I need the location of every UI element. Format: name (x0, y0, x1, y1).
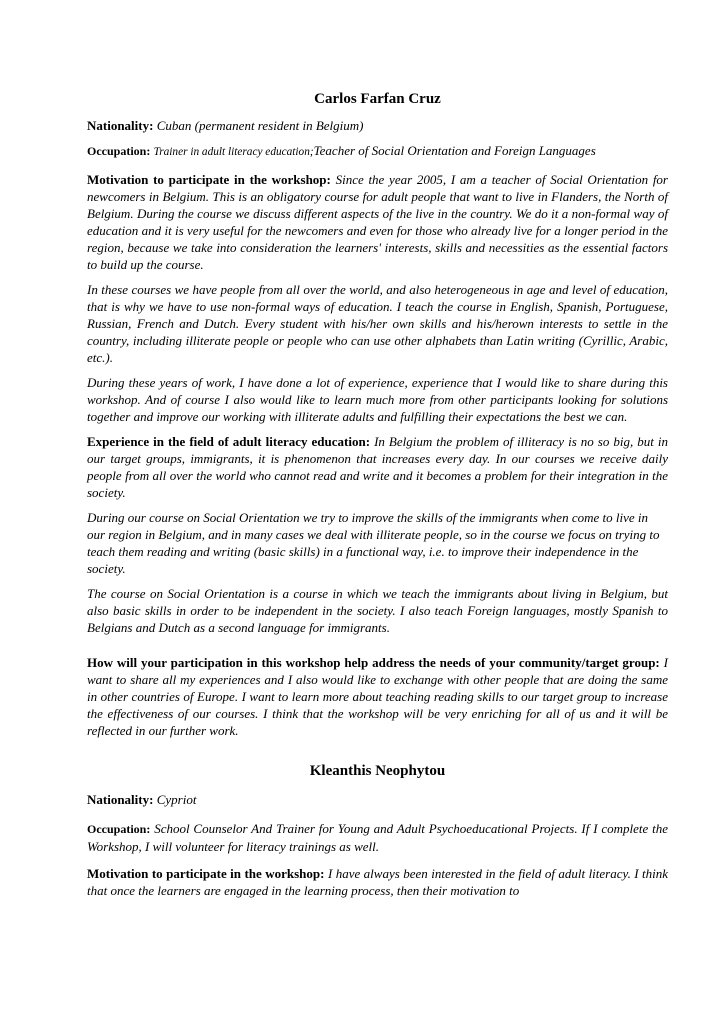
motivation-label: Motivation to participate in the workshop: (87, 172, 331, 187)
person-name: Kleanthis Neophytou (309, 763, 446, 779)
nationality-label: Nationality: (87, 792, 154, 807)
nationality-label: Nationality: (87, 118, 154, 133)
occupation-line (87, 142, 668, 161)
experience-label: Experience in the field of adult literacy education: (87, 434, 371, 449)
occupation-value: Teacher of Social Orientation and Foreign Languages (313, 143, 596, 158)
nationality-value: Cuban (permanent resident in Belgium) (156, 118, 364, 133)
nationality-line (87, 791, 668, 808)
occupation-value: School Counselor And Trainer for Young and Adult Psychoeducational Projects. If I complete the Workshop, I will volunteer for literacy trainings as well. (87, 821, 668, 854)
paragraph-experience-share: During these years of work, I have done a lot of experience, experience that I would like to share during this workshop. And of course I also would like to learn much more from other participants looking for solutions together and improve our working with illiterate adults and fulfilling their expectations the best we can. (87, 375, 668, 424)
paragraph-courses: In these courses we have people from all over the world, and also heterogeneous in age and level of education, that is why we have to use non-formal ways of education. I teach the course in English, Spanish, Portuguese, Russian, French and Dutch. Every student with his/her own skills and his/herown interests to settle in the country, including illiterate people or people who can use other alphabets than Latin writing (Cyrillic, Arabic, etc.). (87, 282, 668, 365)
participation-label: How will your participation in this workshop help address the needs of your community/target group: (87, 655, 660, 670)
occupation-label: Occupation: (87, 144, 151, 158)
experience-text: In Belgium the problem of illiteracy is no so big, but in our target groups, immigrants, it is phenomenon that increases every day. In our courses we receive daily people from all over the world who cannot read and write and it becomes a problem for their integration in the society. (87, 434, 668, 500)
nationality-line (87, 117, 668, 134)
nationality-value: Cypriot (156, 792, 197, 807)
motivation-label: Motivation to participate in the workshop: (87, 866, 325, 881)
paragraph-social-orientation: During our course on Social Orientation we try to improve the skills of the immigrants when come to live in our region in Belgium, and in many cases we deal with illiterate people, so in the course we focus on trying to teach them reading and writing (basic skills) in a functional way, i.e. to improve their independence in the society. (87, 510, 660, 576)
paragraph-course-description: The course on Social Orientation is a course in which we teach the immigrants about living in Belgium, but also basic skills in order to be independent in the society. I also teach Foreign languages, mostly Spanish to Belgians and Dutch as a second language for immigrants. (87, 586, 668, 635)
motivation-text: Since the year 2005, I am a teacher of Social Orientation for newcomers in Belgium. This is an obligatory course for adult people that want to live in Flanders, the North of Belgium. During the course we discuss different aspects of the live in the country. We do it a non-formal way of education and it is very useful for the newcomers and even for those who already live for a longer period in the region, because we take into consideration the learners' interests, skills and necessities as the essential factors to build up the course. (87, 172, 668, 272)
occupation-value-small: Trainer in adult literacy education; (153, 146, 314, 158)
motivation-text: I have always been interested in the field of adult literacy. I think that once the learners are engaged in the learning process, then their motivation to (87, 866, 669, 898)
occupation-label: Occupation: (87, 822, 151, 836)
motivation-paragraph (87, 865, 668, 899)
participation-text: I want to share all my experiences and I also would like to exchange with other people that are doing the same in other countries of Europe. I want to learn more about teaching reading skills to our target group to increase the effectiveness of our courses. I think that the workshop will be very enriching for all of us and it will be reflected in our further work. (87, 655, 668, 738)
person-name: Carlos Farfan Cruz (314, 91, 441, 107)
motivation-paragraph (87, 171, 668, 273)
participation-paragraph (87, 654, 668, 739)
occupation-line (87, 820, 668, 855)
document-page (87, 89, 668, 907)
experience-paragraph (87, 433, 668, 501)
